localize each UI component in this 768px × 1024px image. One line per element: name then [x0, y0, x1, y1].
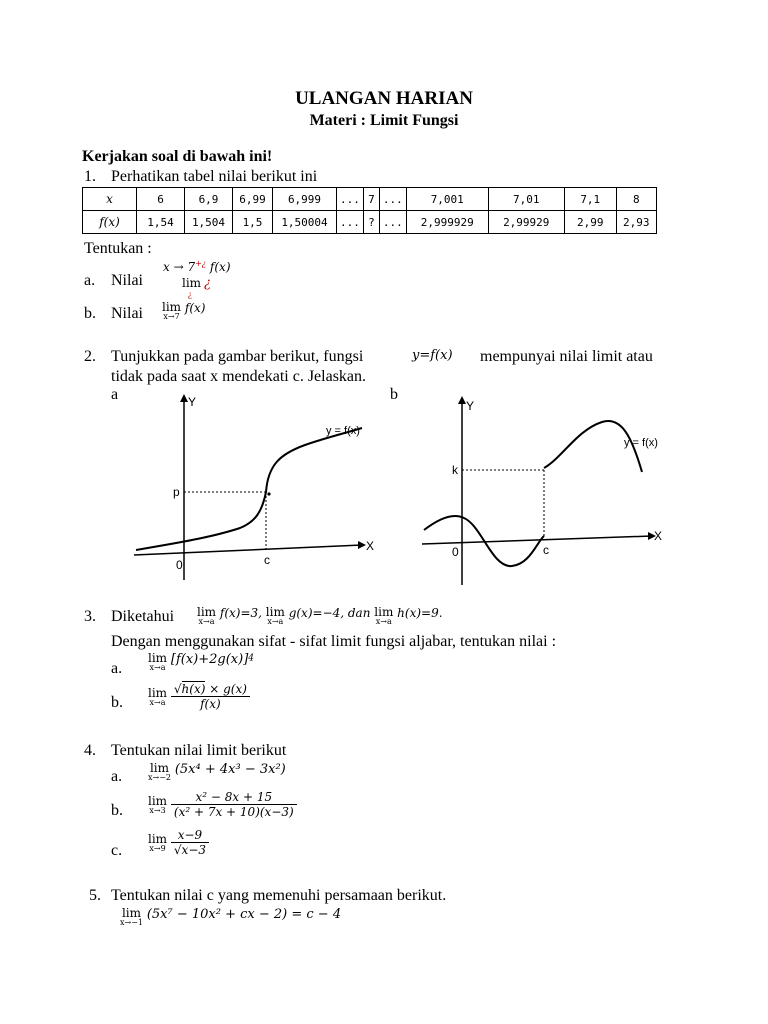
table-cell: 6,9	[185, 188, 233, 211]
table-cell: x	[83, 188, 137, 211]
table-row-fx	[83, 211, 657, 234]
q4c-expr: lim x→9 $\frac{x-9}{√x-3}$	[148, 828, 209, 857]
q4c-label: c.	[111, 842, 123, 859]
table-cell: ?	[363, 211, 379, 234]
q1-number: 1.	[84, 168, 96, 185]
table-cell: 2,999929	[406, 211, 488, 234]
q1b-expr: lim x→7 f(x)	[162, 300, 206, 321]
q1a-lim: lim	[182, 276, 202, 290]
table-cell: ...	[337, 188, 364, 211]
graph-a-y-arrow	[180, 394, 188, 402]
table-row-x	[83, 188, 657, 211]
q2-label-a: a	[111, 386, 119, 403]
graph-b-x-axis	[422, 536, 652, 544]
instruction: Kerjakan soal di bawah ini!	[82, 148, 273, 165]
graph-a-curve	[136, 428, 362, 550]
table-cell: 1,5	[233, 211, 273, 234]
q1a-expr-top: x → 7+¿ f(x)	[163, 259, 231, 274]
table-cell: f(x)	[83, 211, 137, 234]
graph-a-origin-label: 0	[176, 558, 183, 572]
q3b-expr: lim x→a $\frac{√h(x) \times g(x)}{f(x)}$	[148, 682, 250, 711]
table-cell: 6,999	[273, 188, 337, 211]
table-cell: 7,01	[488, 188, 564, 211]
graph-a-x-arrow	[358, 541, 366, 549]
table-cell: 1,50004	[273, 211, 337, 234]
page-title: ULANGAN HARIAN	[295, 88, 473, 109]
table-cell: 2,93	[616, 211, 656, 234]
q2-line1-b: mempunyai nilai limit atau	[480, 348, 653, 365]
table-cell: 2,99	[564, 211, 616, 234]
graph-a-curve-label: y = f(x)	[326, 425, 360, 437]
graph-a-x-label: X	[366, 539, 375, 553]
graph-a-x-axis	[134, 545, 362, 555]
q3-given-expr: lim x→a f(x)=3, lim x→a g(x)=−4, dan lim x→a h(x)=9.	[197, 605, 443, 626]
q4b-expr: lim x→3 $\frac{\text{x² − 8x + 15}}{\text{(x² + 7x + 10)(x−3)}}$	[148, 790, 297, 819]
q1b-label: b.	[84, 305, 96, 322]
table-cell: 7	[363, 188, 379, 211]
q2-line1-a: Tunjukkan pada gambar berikut, fungsi	[111, 348, 364, 365]
graph-b-origin-label: 0	[452, 545, 459, 559]
graph-b-x-label: X	[654, 529, 663, 543]
q3a-expr: lim x→a $[f(x)+2g(x)]^4$	[148, 651, 255, 672]
graph-b-curve-label: y = f(x)	[624, 437, 658, 449]
q4a-label: a.	[111, 768, 123, 785]
q1a-red-glyph: ¿	[204, 276, 211, 291]
q3-given: Diketahui	[111, 608, 175, 625]
q5-number: 5.	[89, 887, 101, 904]
q5-prompt: Tentukan nilai c yang memenuhi persamaan berikut.	[111, 887, 447, 904]
q3-number: 3.	[84, 608, 96, 625]
graph-b	[412, 390, 672, 590]
value-table	[82, 187, 657, 234]
q2-expr: y=f(x)	[412, 348, 453, 363]
table-cell: 8	[616, 188, 656, 211]
q4-prompt: Tentukan nilai limit berikut	[111, 742, 287, 759]
table-cell: ...	[337, 211, 364, 234]
q1a-label: a.	[84, 272, 96, 289]
q1b-text: Nilai	[111, 305, 143, 322]
q3-line2: Dengan menggunakan sifat - sifat limit fungsi aljabar, tentukan nilai :	[111, 633, 557, 650]
table-cell: 6,99	[233, 188, 273, 211]
q4a-expr: lim x→−2 (5x⁴ + 4x³ − 3x²)	[148, 761, 286, 782]
graph-b-y-label: Y	[466, 399, 475, 413]
graph-a	[130, 390, 380, 585]
graph-a-p-label: p	[173, 485, 180, 499]
q3b-label: b.	[111, 694, 123, 711]
table-cell: 7,001	[406, 188, 488, 211]
graph-b-c-label: c	[543, 543, 549, 557]
q2-line2: tidak pada saat x mendekati c. Jelaskan.	[111, 368, 367, 385]
page-subtitle: Materi : Limit Fungsi	[309, 112, 459, 129]
table-cell: ...	[379, 211, 406, 234]
graph-a-c-label: c	[264, 553, 270, 567]
graph-a-y-label: Y	[188, 395, 197, 409]
table-cell: 7,1	[564, 188, 616, 211]
graph-a-point	[267, 492, 270, 495]
graph-b-y-arrow	[458, 396, 466, 404]
q3a-label: a.	[111, 660, 123, 677]
q4-number: 4.	[84, 742, 96, 759]
q5-expr: lim x→−1 (5x⁷ − 10x² + cx − 2) = c − 4	[120, 906, 342, 927]
q1a-text: Nilai	[111, 272, 143, 289]
table-cell: 6	[137, 188, 185, 211]
q4b-label: b.	[111, 802, 123, 819]
table-cell: 1,54	[137, 211, 185, 234]
table-cell: 2,99929	[488, 211, 564, 234]
q1a-lim-sub: ¿	[188, 289, 192, 299]
table-cell: 1,504	[185, 211, 233, 234]
q1-prompt: Perhatikan tabel nilai berikut ini	[111, 168, 318, 185]
graph-b-k-label: k	[452, 463, 458, 477]
tentukan-label: Tentukan :	[84, 240, 152, 257]
table-cell: ...	[379, 188, 406, 211]
q2-number: 2.	[84, 348, 96, 365]
q2-label-b: b	[390, 386, 398, 403]
